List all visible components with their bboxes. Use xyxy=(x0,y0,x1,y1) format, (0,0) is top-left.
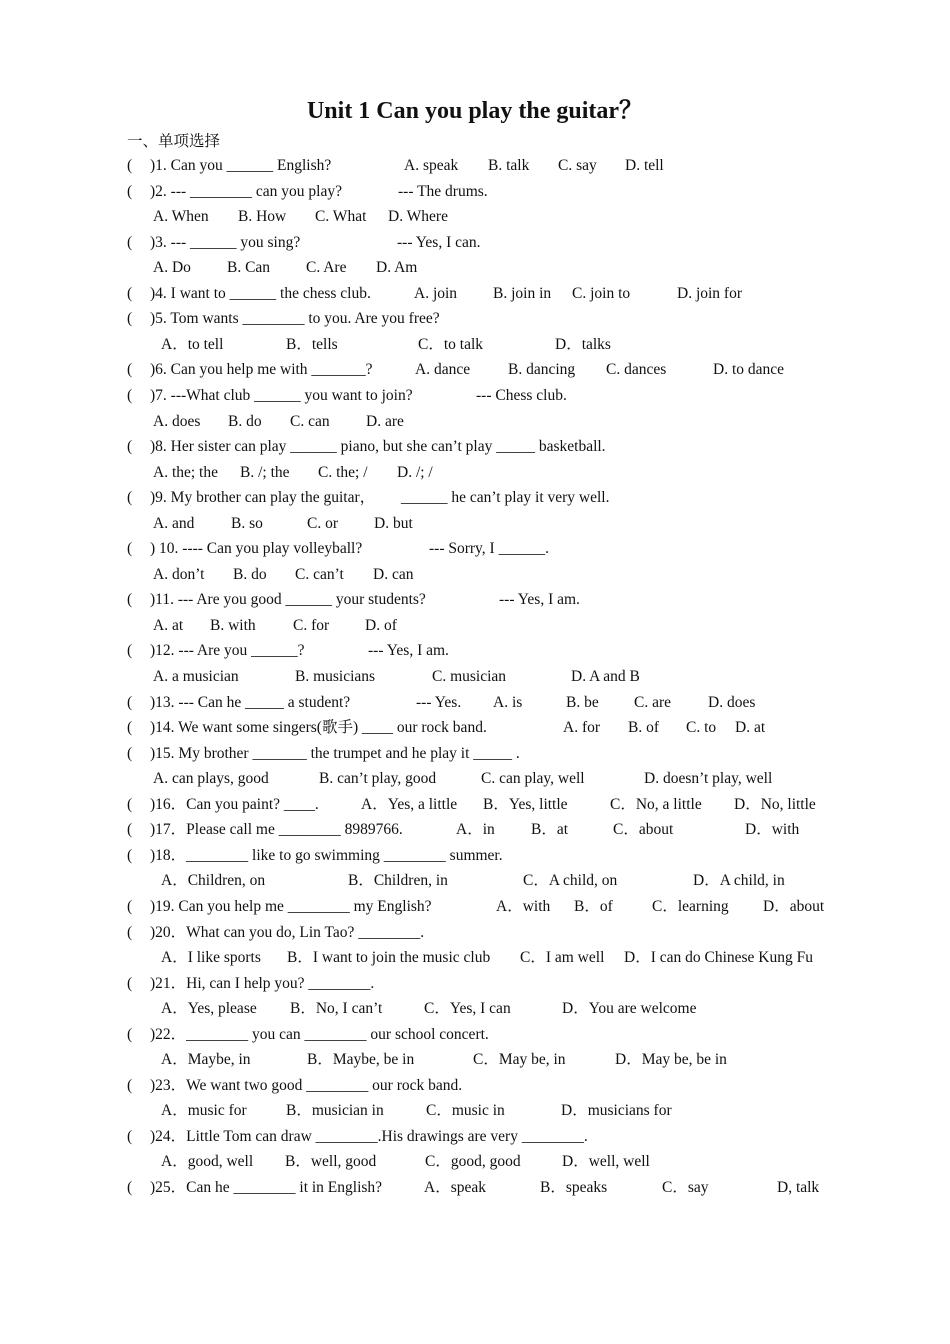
line-text: B．at xyxy=(531,821,569,839)
line-text: B. musicians xyxy=(295,668,376,685)
line-text: B．Children, in xyxy=(348,872,448,890)
question-line xyxy=(0,257,950,279)
line-text: D. does xyxy=(708,693,756,711)
line-text: C. can play, well xyxy=(481,770,585,788)
line-text: )8. Her sister can play ______ piano, but she can’t play _____ basketball. xyxy=(150,438,606,456)
line-text: )7. ---What club ______ you want to join? xyxy=(150,386,413,404)
line-text: --- Yes, I can. xyxy=(397,233,481,251)
question-line xyxy=(0,998,950,1020)
line-text: )3. --- ______ you sing? xyxy=(150,233,301,251)
line-text: B．I want to join the music club xyxy=(287,949,491,967)
line-text: )13. --- Can he _____ a student? xyxy=(150,693,351,711)
line-text: A. for xyxy=(563,719,601,737)
question-line xyxy=(0,436,950,458)
line-text: D. but xyxy=(374,514,413,532)
line-text: ) 10. ---- Can you play volleyball? xyxy=(150,540,363,558)
line-text: C. Are xyxy=(306,259,347,277)
line-text: D. at xyxy=(735,719,766,737)
line-text: C. or xyxy=(307,514,338,532)
line-text: A．Maybe, in xyxy=(161,1051,251,1069)
line-text: D. are xyxy=(366,412,404,430)
question-line xyxy=(0,513,950,535)
line-text: --- The drums. xyxy=(398,182,488,200)
line-text: A. don’t xyxy=(153,565,205,583)
page-title: Unit 1 Can you play the guitar？ xyxy=(306,98,644,124)
question-line xyxy=(0,411,950,433)
line-text: A．Yes, please xyxy=(161,1000,257,1018)
line-text: D. join for xyxy=(677,284,743,302)
question-line xyxy=(0,896,950,918)
question-line xyxy=(0,794,950,816)
answer-bracket: ( xyxy=(127,591,133,609)
line-text: )22．________ you can ________ our school concert. xyxy=(150,1025,489,1043)
line-text: C．A child, on xyxy=(523,872,618,890)
line-text: A. at xyxy=(153,616,184,634)
line-text: )21．Hi, can I help you? ________. xyxy=(150,974,375,992)
line-text: D. tell xyxy=(625,157,664,174)
line-text: A. can plays, good xyxy=(153,770,269,788)
line-text: C．about xyxy=(613,821,674,839)
line-text: A. Do xyxy=(153,259,191,277)
question-line xyxy=(0,1100,950,1122)
question-line xyxy=(0,181,950,203)
line-text: C. can xyxy=(290,412,330,430)
line-text: D. Where xyxy=(388,208,448,226)
line-text: )25．Can he ________ it in English? xyxy=(150,1179,383,1196)
line-text: C．May be, in xyxy=(473,1051,566,1069)
line-text: B．No, I can’t xyxy=(290,1000,383,1018)
answer-bracket: ( xyxy=(127,693,133,711)
line-text: )2. --- ________ can you play? xyxy=(150,182,342,200)
line-text: )17．Please call me ________ 8989766. xyxy=(150,821,403,839)
line-text: )24．Little Tom can draw ________.His drawings are very ________. xyxy=(150,1127,588,1145)
line-text: B．Yes, little xyxy=(483,795,568,813)
line-text: C．music in xyxy=(426,1102,505,1120)
question-line xyxy=(0,1075,950,1097)
line-text: D．No, little xyxy=(734,795,816,813)
line-text: C．No, a little xyxy=(610,795,702,813)
line-text: B．musician in xyxy=(286,1102,384,1120)
answer-bracket: ( xyxy=(127,182,133,200)
question-line xyxy=(0,564,950,586)
line-text: D. to dance xyxy=(713,361,785,379)
line-text: B．well, good xyxy=(285,1153,377,1171)
line-text: B. be xyxy=(566,693,599,711)
line-text: )1. Can you ______ English? xyxy=(150,157,332,174)
answer-bracket: ( xyxy=(127,1025,133,1043)
line-text: C. musician xyxy=(432,668,507,685)
question-line xyxy=(0,308,950,330)
line-text: C．Yes, I can xyxy=(424,1000,511,1018)
line-text: A．speak xyxy=(424,1179,486,1196)
line-text: D. Am xyxy=(376,259,418,277)
line-text: B. Can xyxy=(227,259,271,277)
answer-bracket: ( xyxy=(127,157,133,174)
line-text: D. doesn’t play, well xyxy=(644,770,773,788)
line-text: )9. My brother can play the guitar， xyxy=(150,489,376,507)
line-text: D．with xyxy=(745,821,800,839)
line-text: D. can xyxy=(373,565,414,583)
line-text: )6. Can you help me with _______? xyxy=(150,361,373,379)
line-text: ______ he can’t play it very well. xyxy=(401,489,610,507)
line-text: C. are xyxy=(634,693,672,711)
line-text: B．Maybe, be in xyxy=(307,1051,415,1069)
line-text: B. join in xyxy=(493,284,552,302)
line-text: B. so xyxy=(231,514,263,532)
line-text: D．about xyxy=(763,897,825,915)
line-text: D. of xyxy=(365,616,397,634)
line-text: D．musicians for xyxy=(561,1102,672,1120)
line-text: B. do xyxy=(228,412,262,430)
line-text: A. join xyxy=(414,284,458,302)
line-text: C．I am well xyxy=(520,949,605,967)
question-line xyxy=(0,615,950,637)
question-line xyxy=(0,845,950,867)
answer-bracket: ( xyxy=(127,1179,133,1196)
line-text: )16．Can you paint? ____. xyxy=(150,795,319,813)
line-text: A. When xyxy=(153,208,209,226)
line-text: D. /; / xyxy=(397,463,433,481)
question-line xyxy=(0,232,950,254)
line-text: C. join to xyxy=(572,284,631,302)
line-text: A．good, well xyxy=(161,1153,254,1171)
answer-bracket: ( xyxy=(127,540,133,558)
question-line xyxy=(0,1024,950,1046)
line-text: A．I like sports xyxy=(161,949,261,967)
line-text: A．with xyxy=(496,897,551,915)
line-text: A．Children, on xyxy=(161,872,266,890)
answer-bracket: ( xyxy=(127,795,133,813)
line-text: B．speaks xyxy=(540,1179,608,1196)
line-text: B. dancing xyxy=(508,361,576,379)
line-text: C．say xyxy=(662,1179,709,1196)
line-text: D. A and B xyxy=(571,668,640,685)
question-line xyxy=(0,155,950,177)
answer-bracket: ( xyxy=(127,642,133,660)
question-line xyxy=(0,640,950,662)
line-text: )18．________ like to go swimming ________ summer. xyxy=(150,846,503,864)
line-text: )14. We want some singers(歌手) ____ our rock band. xyxy=(150,719,487,737)
line-text: C. to xyxy=(686,719,717,737)
line-text: --- Sorry, I ______. xyxy=(429,540,549,558)
line-text: B. do xyxy=(233,565,267,583)
answer-bracket: ( xyxy=(127,923,133,941)
answer-bracket: ( xyxy=(127,897,133,915)
answer-bracket: ( xyxy=(127,386,133,404)
question-line xyxy=(0,947,950,969)
line-text: )11. --- Are you good ______ your students? xyxy=(150,591,426,609)
answer-bracket: ( xyxy=(127,361,133,379)
line-text: A. does xyxy=(153,412,201,430)
question-line xyxy=(0,206,950,228)
line-text: A. dance xyxy=(415,361,471,379)
line-text: )19. Can you help me ________ my English? xyxy=(150,897,432,915)
line-text: A. and xyxy=(153,514,195,532)
line-text: )15. My brother _______ the trumpet and he play it _____ . xyxy=(150,744,520,762)
question-line xyxy=(0,870,950,892)
line-text: D．You are welcome xyxy=(562,1000,697,1018)
line-text: D．May be, be in xyxy=(615,1051,727,1069)
answer-bracket: ( xyxy=(127,846,133,864)
question-line xyxy=(0,283,950,305)
line-text: D．A child, in xyxy=(693,872,785,890)
line-text: --- Yes, I am. xyxy=(499,591,580,609)
line-text: B. of xyxy=(628,719,659,737)
answer-bracket: ( xyxy=(127,1076,133,1094)
line-text: --- Chess club. xyxy=(476,386,567,404)
line-text: --- Yes, I am. xyxy=(368,642,449,660)
line-text: A．music for xyxy=(161,1102,247,1120)
line-text: C．to talk xyxy=(418,335,484,353)
line-text: C. for xyxy=(293,616,330,634)
question-line xyxy=(0,666,950,688)
line-text: B. can’t play, good xyxy=(319,770,437,788)
question-line xyxy=(0,385,950,407)
answer-bracket: ( xyxy=(127,719,133,737)
line-text: C．learning xyxy=(652,897,729,915)
answer-bracket: ( xyxy=(127,744,133,762)
line-text: C．good, good xyxy=(425,1153,521,1171)
line-text: A．in xyxy=(456,821,495,839)
line-text: )23．We want two good ________ our rock band. xyxy=(150,1076,463,1094)
question-line xyxy=(0,768,950,790)
line-text: A. speak xyxy=(404,157,459,174)
line-text: C. say xyxy=(558,157,597,174)
line-text: C. dances xyxy=(606,361,667,379)
question-line xyxy=(0,743,950,765)
question-line xyxy=(0,1151,950,1173)
line-text: A. is xyxy=(493,693,523,711)
line-text: D, talk xyxy=(777,1179,820,1196)
question-line xyxy=(0,334,950,356)
question-line xyxy=(0,487,950,509)
line-text: )5. Tom wants ________ to you. Are you free? xyxy=(150,310,440,328)
answer-bracket: ( xyxy=(127,974,133,992)
question-line xyxy=(0,973,950,995)
answer-bracket: ( xyxy=(127,284,133,302)
answer-bracket: ( xyxy=(127,233,133,251)
line-text: A. the; the xyxy=(153,463,218,481)
line-text: D．I can do Chinese Kung Fu xyxy=(624,949,813,967)
question-line xyxy=(0,1177,950,1199)
answer-bracket: ( xyxy=(127,821,133,839)
line-text: D．well, well xyxy=(562,1153,650,1171)
line-text: C. can’t xyxy=(295,565,344,583)
question-line xyxy=(0,717,950,739)
line-text: B．tells xyxy=(286,335,338,353)
line-text: C. What xyxy=(315,208,367,226)
question-line xyxy=(0,819,950,841)
line-text: )4. I want to ______ the chess club. xyxy=(150,284,371,302)
question-line xyxy=(0,1126,950,1148)
question-line xyxy=(0,1049,950,1071)
line-text: )20．What can you do, Lin Tao? ________. xyxy=(150,923,425,941)
question-line xyxy=(0,538,950,560)
line-text: )12. --- Are you ______? xyxy=(150,642,305,660)
line-text: B. talk xyxy=(488,157,530,174)
line-text: B. How xyxy=(238,208,287,226)
question-line xyxy=(0,692,950,714)
question-line xyxy=(0,589,950,611)
answer-bracket: ( xyxy=(127,438,133,456)
question-line xyxy=(0,922,950,944)
answer-bracket: ( xyxy=(127,489,133,507)
answer-bracket: ( xyxy=(127,310,133,328)
line-text: A．Yes, a little xyxy=(361,795,458,813)
question-line xyxy=(0,359,950,381)
section-heading: 一、单项选择 xyxy=(127,133,221,150)
line-text: B．of xyxy=(574,897,613,915)
line-text: --- Yes. xyxy=(416,693,462,711)
line-text: A. a musician xyxy=(153,668,239,685)
line-text: D．talks xyxy=(555,335,611,353)
question-line xyxy=(0,462,950,484)
line-text: B. /; the xyxy=(240,463,290,481)
line-text: A．to tell xyxy=(161,335,224,353)
line-text: B. with xyxy=(210,616,256,634)
answer-bracket: ( xyxy=(127,1127,133,1145)
line-text: C. the; / xyxy=(318,463,368,481)
